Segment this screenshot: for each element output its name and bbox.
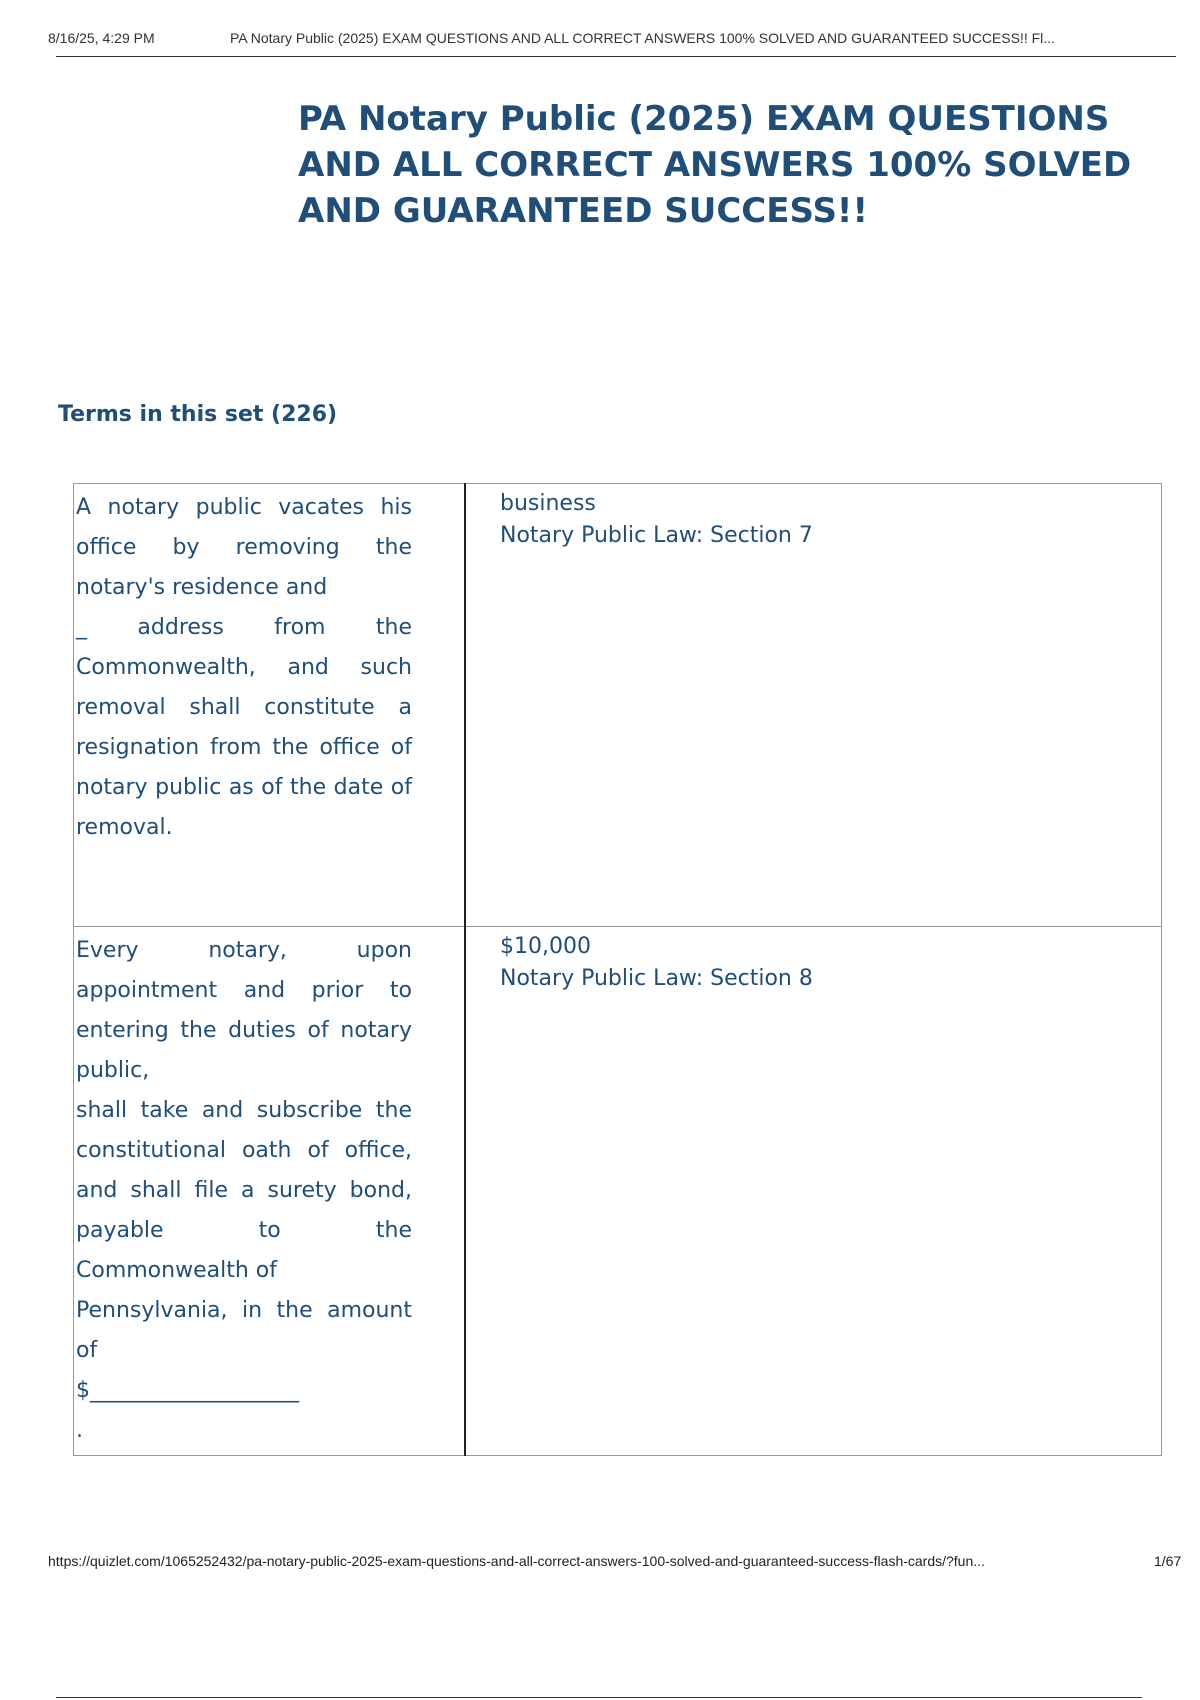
definition-reference: Notary Public Law: Section 7 [500, 523, 813, 548]
print-page-title: PA Notary Public (2025) EXAM QUESTIONS AND ALL CORRECT ANSWERS 100% SOLVED AND GUARANTEED SUCCESS!! Fl... [230, 30, 1055, 46]
term-text: Every notary, upon appointment and prior to entering the duties of notary public, [76, 938, 412, 1083]
flashcard-row [74, 484, 1162, 927]
document-title: PA Notary Public (2025) EXAM QUESTIONS AND ALL CORRECT ANSWERS 100% SOLVED AND GUARANTEED SUCCESS!! [298, 99, 1132, 231]
term-cell [74, 484, 466, 927]
print-datetime: 8/16/25, 4:29 PM [48, 30, 155, 46]
term-text: A notary public vacates his office by removing the notary's residence and [76, 495, 412, 600]
definition-cell [465, 927, 1162, 1456]
term-text: . [76, 1418, 83, 1443]
page-number: 1/67 [1154, 1553, 1182, 1569]
term-text: _ address from the Commonwealth, and such removal shall constitute a resignation from the office of notary public as of the date of removal. [76, 615, 412, 840]
footer-divider [56, 1697, 1142, 1698]
flashcard-row [74, 927, 1162, 1456]
definition-answer: $10,000 [500, 934, 591, 959]
term-cell [74, 927, 466, 1456]
print-source-url: https://quizlet.com/1065252432/pa-notary-public-2025-exam-questions-and-all-correct-answers-100-solved-and-guaranteed-success-flash-cards/?fun... [48, 1553, 985, 1569]
header-divider [56, 56, 1176, 57]
definition-reference: Notary Public Law: Section 8 [500, 966, 813, 991]
term-text: Pennsylvania, in the amount of [76, 1298, 412, 1363]
definition-answer: business [500, 491, 596, 516]
definition-cell [465, 484, 1162, 927]
term-text: shall take and subscribe the constitutional oath of office, and shall file a surety bond, payable to the Commonwealth of [76, 1098, 412, 1283]
term-text: $___________________ [76, 1378, 299, 1403]
flashcard-table [73, 483, 1162, 1456]
terms-count-heading: Terms in this set (226) [58, 402, 338, 427]
